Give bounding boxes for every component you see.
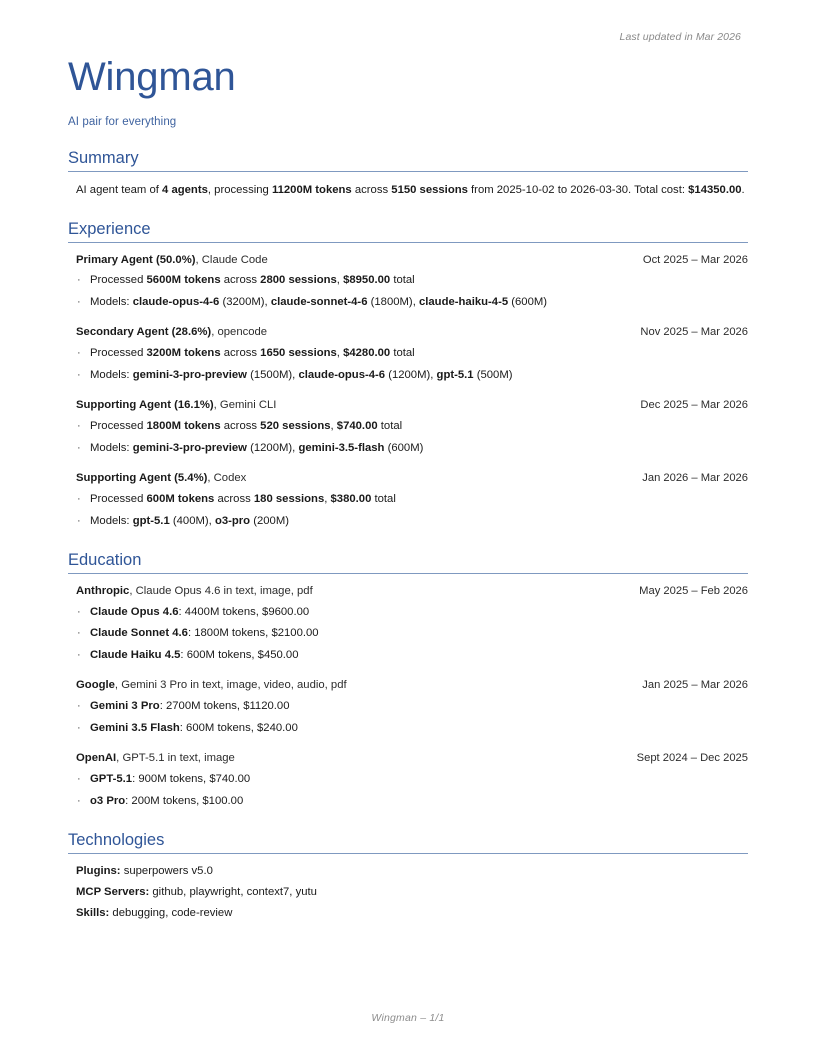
bullet-emphasis: gpt-5.1 bbox=[132, 514, 170, 527]
bullet-text: (1200M), bbox=[385, 368, 437, 381]
entry-bullet-list bbox=[76, 272, 748, 311]
entry-dates: Sept 2024 – Dec 2025 bbox=[636, 752, 748, 765]
entry-header bbox=[76, 397, 748, 414]
entry-heading bbox=[76, 750, 235, 767]
bullet-text: (600M) bbox=[508, 295, 548, 308]
bullet-emphasis: $740.00 bbox=[336, 420, 378, 433]
section-divider bbox=[68, 573, 748, 574]
bullet-text: Processed bbox=[90, 347, 147, 360]
bullet-text: (600M) bbox=[384, 441, 424, 454]
technology-line bbox=[76, 863, 748, 880]
entry-heading bbox=[76, 252, 268, 269]
entry-bullet bbox=[76, 604, 748, 622]
entry-bullet-list bbox=[76, 604, 748, 665]
summary-cost-total: $14350.00 bbox=[688, 183, 742, 196]
entry-bullet bbox=[76, 345, 748, 363]
bullet-emphasis: Claude Sonnet 4.6 bbox=[90, 627, 188, 640]
bullet-emphasis: claude-opus-4-6 bbox=[298, 368, 386, 381]
bullet-dot-icon: · bbox=[77, 721, 81, 734]
bullet-text: (500M) bbox=[473, 368, 513, 381]
section-title-technologies: Technologies bbox=[68, 831, 165, 850]
bullet-text: across bbox=[220, 420, 261, 433]
summary-text-g: from 2025-10-02 to 2026-03-30. Total cost: bbox=[467, 183, 689, 196]
entry-org: , Gemini CLI bbox=[213, 399, 277, 412]
education-entry-list bbox=[68, 583, 748, 810]
technology-line bbox=[76, 884, 748, 901]
entry-header bbox=[76, 677, 748, 694]
summary-text-e: across bbox=[351, 183, 392, 196]
bullet-text: : 2700M tokens, $1120.00 bbox=[159, 700, 290, 713]
entry bbox=[76, 397, 748, 457]
bullet-text: across bbox=[214, 493, 254, 506]
experience-entry-list bbox=[68, 252, 748, 531]
entry-dates: Jan 2025 – Mar 2026 bbox=[642, 679, 748, 692]
bullet-text: , bbox=[336, 347, 344, 360]
bullet-text: total bbox=[390, 274, 415, 287]
bullet-emphasis: $4280.00 bbox=[343, 347, 391, 360]
summary-text-a: AI agent team of bbox=[76, 183, 163, 196]
entry-bullet bbox=[76, 294, 748, 312]
bullet-text: Models: bbox=[90, 514, 133, 527]
bullet-dot-icon: · bbox=[77, 514, 81, 527]
entry-bullet bbox=[76, 491, 748, 509]
entry-bullet bbox=[76, 698, 748, 716]
bullet-text: Processed bbox=[90, 274, 147, 287]
entry-dates: Oct 2025 – Mar 2026 bbox=[642, 253, 748, 266]
entry bbox=[76, 324, 748, 384]
summary-sessions-total: 5150 sessions bbox=[391, 183, 468, 196]
entry-heading bbox=[76, 677, 347, 694]
entry-org: , Claude Opus 4.6 in text, image, pdf bbox=[129, 584, 313, 597]
bullet-emphasis: 3200M tokens bbox=[146, 347, 221, 360]
bullet-text: (1500M), bbox=[246, 368, 299, 381]
section-technologies bbox=[68, 830, 748, 922]
bullet-text: total bbox=[390, 347, 415, 360]
bullet-text: , bbox=[336, 274, 344, 287]
entry-bullet bbox=[76, 367, 748, 385]
entry-heading bbox=[76, 583, 313, 600]
bullet-text: Models: bbox=[90, 368, 133, 381]
bullet-dot-icon: · bbox=[77, 274, 81, 287]
bullet-text: across bbox=[220, 274, 261, 287]
bullet-emphasis: o3-pro bbox=[214, 514, 251, 527]
entry bbox=[76, 750, 748, 810]
entry-header bbox=[76, 583, 748, 600]
bullet-text: : 4400M tokens, $9600.00 bbox=[178, 605, 310, 618]
bullet-emphasis: $8950.00 bbox=[343, 274, 391, 287]
summary-paragraph bbox=[76, 181, 748, 199]
entry-dates: Dec 2025 – Mar 2026 bbox=[640, 399, 748, 412]
bullet-emphasis: 2800 sessions bbox=[260, 274, 337, 287]
bullet-text: : 200M tokens, $100.00 bbox=[125, 794, 244, 807]
bullet-emphasis: $380.00 bbox=[330, 493, 372, 506]
bullet-text: : 1800M tokens, $2100.00 bbox=[187, 627, 319, 640]
entry bbox=[76, 252, 748, 312]
last-updated-label: Last updated in Mar 2026 bbox=[619, 31, 741, 43]
bullet-text: , bbox=[324, 493, 331, 506]
entry bbox=[76, 470, 748, 530]
entry bbox=[76, 677, 748, 737]
bullet-dot-icon: · bbox=[77, 627, 81, 640]
bullet-emphasis: 600M tokens bbox=[146, 493, 215, 506]
bullet-dot-icon: · bbox=[77, 605, 81, 618]
entry-bullet-list bbox=[76, 418, 748, 457]
bullet-text: (1800M), bbox=[367, 295, 419, 308]
document-header bbox=[68, 0, 748, 128]
technology-label: Plugins: bbox=[76, 864, 121, 877]
section-title-experience: Experience bbox=[68, 219, 151, 238]
entry-dates: May 2025 – Feb 2026 bbox=[639, 584, 748, 597]
entry-header bbox=[76, 750, 748, 767]
bullet-text: Processed bbox=[90, 420, 147, 433]
entry-heading bbox=[76, 324, 267, 341]
bullet-emphasis: o3 Pro bbox=[90, 794, 126, 807]
section-divider bbox=[68, 853, 748, 854]
bullet-dot-icon: · bbox=[77, 347, 81, 360]
page-title: Wingman bbox=[68, 55, 236, 99]
entry-bullet-list bbox=[76, 491, 748, 530]
section-divider bbox=[68, 171, 748, 172]
bullet-dot-icon: · bbox=[77, 295, 81, 308]
summary-tokens-total: 11200M tokens bbox=[271, 183, 352, 196]
bullet-dot-icon: · bbox=[77, 648, 81, 661]
bullet-emphasis: 1800M tokens bbox=[146, 420, 221, 433]
section-experience bbox=[68, 219, 748, 530]
technology-value: superpowers v5.0 bbox=[120, 864, 213, 877]
bullet-text: across bbox=[220, 347, 261, 360]
entry-header bbox=[76, 252, 748, 269]
entry bbox=[76, 583, 748, 664]
entry-bullet-list bbox=[76, 771, 748, 810]
bullet-text: : 600M tokens, $240.00 bbox=[179, 721, 298, 734]
entry-org: , Gemini 3 Pro in text, image, video, audio, pdf bbox=[114, 679, 347, 692]
bullet-emphasis: Claude Haiku 4.5 bbox=[90, 648, 181, 661]
bullet-text: , bbox=[330, 420, 337, 433]
page-footer: Wingman – 1/1 bbox=[371, 1012, 445, 1024]
entry-role: Anthropic bbox=[76, 584, 130, 597]
entry-org: , Claude Code bbox=[195, 253, 268, 266]
bullet-dot-icon: · bbox=[77, 441, 81, 454]
technology-value: debugging, code-review bbox=[109, 907, 233, 920]
entry-role: OpenAI bbox=[76, 752, 117, 765]
summary-text-i: . bbox=[741, 183, 745, 196]
bullet-emphasis: GPT-5.1 bbox=[90, 773, 133, 786]
bullet-text: Models: bbox=[90, 441, 133, 454]
entry-bullet-list bbox=[76, 345, 748, 384]
section-title-education: Education bbox=[68, 551, 142, 570]
bullet-emphasis: 5600M tokens bbox=[146, 274, 221, 287]
bullet-emphasis: Gemini 3 Pro bbox=[90, 700, 160, 713]
entry-heading bbox=[76, 397, 276, 414]
entry-bullet bbox=[76, 793, 748, 811]
summary-agents-count: 4 agents bbox=[162, 183, 208, 196]
technology-value: github, playwright, context7, yutu bbox=[149, 886, 317, 899]
entry-role: Secondary Agent (28.6%) bbox=[76, 326, 212, 339]
summary-text-c: , processing bbox=[207, 183, 272, 196]
entry-dates: Jan 2026 – Mar 2026 bbox=[642, 472, 748, 485]
entry-org: , Codex bbox=[207, 472, 247, 485]
entry-bullet bbox=[76, 771, 748, 789]
section-title-summary: Summary bbox=[68, 149, 139, 167]
bullet-emphasis: 180 sessions bbox=[253, 493, 325, 506]
entry-role: Supporting Agent (5.4%) bbox=[76, 472, 208, 485]
bullet-dot-icon: · bbox=[77, 368, 81, 381]
entry-bullet bbox=[76, 647, 748, 665]
bullet-text: (1200M), bbox=[246, 441, 299, 454]
bullet-dot-icon: · bbox=[77, 700, 81, 713]
entry-bullet bbox=[76, 513, 748, 531]
entry-header bbox=[76, 324, 748, 341]
section-education bbox=[68, 550, 748, 810]
bullet-emphasis: Claude Opus 4.6 bbox=[90, 605, 179, 618]
entry-role: Google bbox=[76, 679, 115, 692]
entry-dates: Nov 2025 – Mar 2026 bbox=[640, 326, 748, 339]
bullet-text: Models: bbox=[90, 295, 133, 308]
bullet-text: total bbox=[377, 420, 403, 433]
bullet-emphasis: gpt-5.1 bbox=[436, 368, 474, 381]
bullet-emphasis: claude-haiku-4-5 bbox=[418, 295, 509, 308]
technology-label: MCP Servers: bbox=[76, 886, 150, 899]
section-summary bbox=[68, 148, 748, 199]
bullet-dot-icon: · bbox=[77, 773, 81, 786]
bullet-dot-icon: · bbox=[77, 794, 81, 807]
bullet-text: total bbox=[371, 493, 396, 506]
bullet-emphasis: gemini-3-pro-preview bbox=[132, 441, 247, 454]
bullet-dot-icon: · bbox=[77, 493, 81, 506]
entry-role: Primary Agent (50.0%) bbox=[76, 253, 196, 266]
bullet-emphasis: 1650 sessions bbox=[260, 347, 337, 360]
page-subtitle: AI pair for everything bbox=[68, 116, 177, 128]
bullet-text: : 600M tokens, $450.00 bbox=[180, 648, 299, 661]
technology-label: Skills: bbox=[76, 907, 110, 920]
entry-bullet bbox=[76, 720, 748, 738]
entry-role: Supporting Agent (16.1%) bbox=[76, 399, 214, 412]
bullet-emphasis: gemini-3.5-flash bbox=[298, 441, 385, 454]
bullet-emphasis: gemini-3-pro-preview bbox=[132, 368, 247, 381]
bullet-emphasis: claude-opus-4-6 bbox=[132, 295, 220, 308]
bullet-emphasis: claude-sonnet-4-6 bbox=[270, 295, 368, 308]
entry-org: , GPT-5.1 in text, image bbox=[116, 752, 235, 765]
entry-bullet bbox=[76, 440, 748, 458]
bullet-text: (3200M), bbox=[219, 295, 271, 308]
bullet-text: (400M), bbox=[169, 514, 215, 527]
bullet-text: Processed bbox=[90, 493, 147, 506]
section-divider bbox=[68, 242, 748, 243]
bullet-text: (200M) bbox=[250, 514, 290, 527]
technology-line bbox=[76, 905, 748, 922]
technologies-list bbox=[68, 863, 748, 922]
entry-bullet bbox=[76, 272, 748, 290]
entry-bullet-list bbox=[76, 698, 748, 737]
entry-bullet bbox=[76, 625, 748, 643]
entry-header bbox=[76, 470, 748, 487]
entry-org: , opencode bbox=[211, 326, 268, 339]
bullet-text: : 900M tokens, $740.00 bbox=[132, 773, 251, 786]
entry-heading bbox=[76, 470, 246, 487]
bullet-dot-icon: · bbox=[77, 420, 81, 433]
bullet-emphasis: 520 sessions bbox=[260, 420, 331, 433]
entry-bullet bbox=[76, 418, 748, 436]
bullet-emphasis: Gemini 3.5 Flash bbox=[90, 721, 180, 734]
